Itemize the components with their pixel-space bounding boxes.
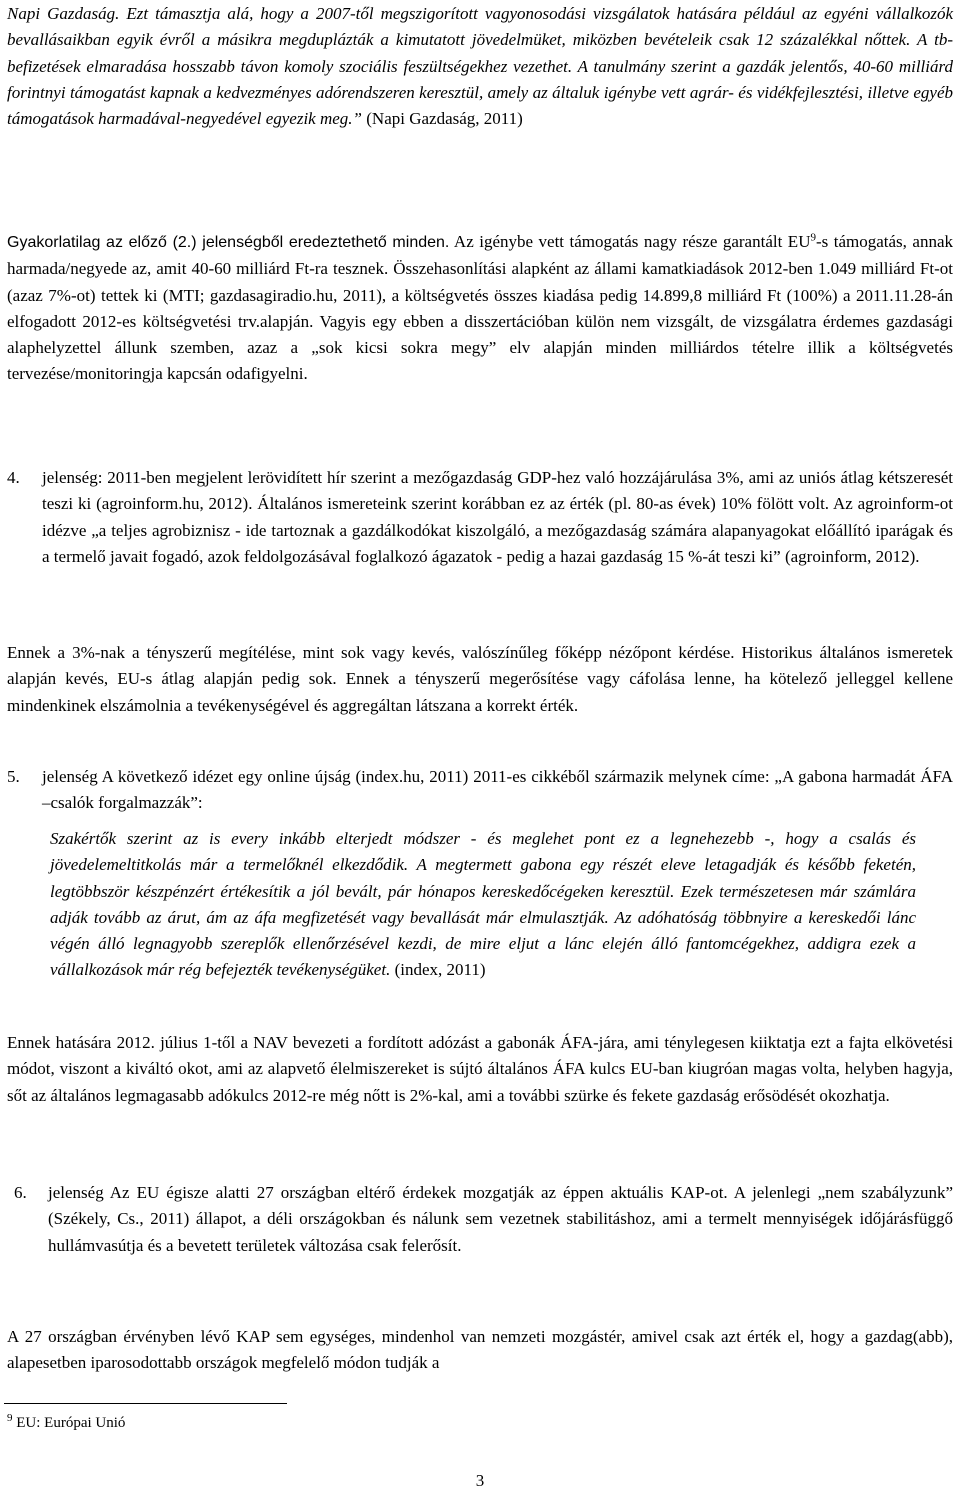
footnote — [7, 1412, 125, 1434]
quote-block — [50, 826, 916, 984]
text-before-footnote: Az igénybe vett támogatás nagy része garantált EU — [449, 232, 811, 251]
item-6-text: jelenség Az EU égisze alatti 27 országban eltérő érdekek mozgatják az éppen aktuális KAP-ot. A jelenlegi „nem szabályzunk” (Székely, Cs., 2011) állapot, a déli országokban és nálunk sem vezetnek stabilitáshoz, ami a termelt mennyiségek időjárásfüggő hullámvasútja és a bevetett területek változása csak felerősít. — [48, 1183, 953, 1255]
footnote-number: 9 — [7, 1412, 13, 1424]
intro-citation: (Napi Gazdaság, 2011) — [362, 109, 523, 129]
footnote-ref-9: 9 — [810, 231, 816, 244]
quote-citation: (index, 2011) — [390, 960, 486, 980]
item-6-number: 6. — [14, 1183, 27, 1202]
paragraph-nav: Ennek hatására 2012. július 1-től a NAV bevezeti a fordított adózást a gabonák ÁFA-jára, ami ténylegesen kiiktatja ezt a fajta elkövetési módot, viszont a kiváltó okot, ami az alapvető élelmiszereket is sújtó általános ÁFA kulcs EU-ban kiugróan magas volta, helyben hagyja, sőt az általános legmagasabb adókulcs 2012-re még nőtt is 2%-kal, ami a további szürke és fekete gazdaság erősödését okozhatja. — [7, 1033, 953, 1105]
page-number: 3 — [475, 1471, 485, 1490]
item-5-text: jelenség A következő idézet egy online újság (index.hu, 2011) 2011-es cikkéből származik melynek címe: „A gabona harmadát ÁFA –csalók forgalmazzák”: — [42, 767, 953, 813]
item-4-text: jelenség: 2011-ben megjelent lerövidített hír szerint a mezőgazdaság GDP-hez való hozzájárulása 3%, ami az uniós átlag kétszeresét teszi ki (agroinform.hu, 2012). Általános ismereteink szerint korábban ez az érték (pl. 80-as évek) 10% fölött volt. Az agroinform-ot idézve „a teljes agrobiznisz - ide tartoznak a gazdálkodókat kiszolgáló, a mezőgazdaság számára alapanyagokat előállító iparágak és a termelő javait fogadó, azok feldolgozásával foglalkozó ágazatok - pedig a hazai gazdaság 15 %-át teszi ki” (agroinform, 2012). — [42, 468, 953, 566]
footnote-separator — [4, 1403, 287, 1404]
item-5-number: 5. — [7, 767, 20, 786]
intro-italic-text: Napi Gazdaság. Ezt támasztja alá, hogy a 2007-től megszigorított vagyonosodási vizsgálatok hatására például az egyéni vállalkozók bevallásaikban egyik évről a másikra megduplázták a kimutatott jövedelmüket, miközben bevételeik csak 12 százalékkal nőttek. A tb-befizetések elmaradása hosszabb távon komoly szociális feszültségekhez vezethet. A tanulmány szerint a gazdák jelentős, 40-60 milliárd forintnyi támogatást kapnak a kedvezményes adórendszeren keresztül, amely az általuk igénybe vett agrár- és vidékfejlesztési, illetve egyéb támogatások harmadával-negyedével egyezik meg.” — [7, 4, 953, 129]
item-4-number: 4. — [7, 468, 20, 487]
quote-italic-text: Szakértők szerint az is every inkább elterjedt módszer - és meglehet pont ez a legnehezebb -, hogy a csalás és jövedelemeltitkolás már a termelőknél elkezdődik. A megtermett gabona egy részét eleve letagadják és később feketén, legtöbbször készpénzért értékesítik a jól bevált, pár hónapos kereskedőcégeken keresztül. Ezek természetesen már számlára adják tovább az árut, ám az áfa megfizetését vagy bevallását már elmulasztják. Az adóhatóság többnyire a kereskedői lánc végén álló legnagyobb szereplők ellenőrzésével kezdi, de mire eljut a lánc elején álló fantomcégekhez, addigra ezek a vállalkozások már rég befejezték tevékenységüket. — [50, 829, 916, 980]
paragraph-kap: A 27 országban érvényben lévő KAP sem egységes, mindenhol van nemzeti mozgástér, amivel csak azt érték el, hogy a gazdag(abb), alapesetben iparosodottabb országok megfelelő módon tudják a — [7, 1327, 953, 1373]
paragraph-3-percent: Ennek a 3%-nak a tényszerű megítélése, mint sok vagy kevés, valószínűleg főképp nézőpont kérdése. Historikus általános ismeretek alapján kevés, EU-s átlag alapján pedig sok. Ennek a tényszerű megerősítése vagy cáfolása lenne, ha kötelező jelleggel kellene mindenkinek elszámolnia a tevékenységével és aggregáltan látszana a korrekt érték. — [7, 643, 953, 715]
text-after-footnote: -s támogatás, annak harmada/negyede az, amit 40-60 milliárd Ft-ra tesznek. Összehasonlítási alapként az állami kamatkiadások 2012-ben 1.049 milliárd Ft-ot (azaz 7%-ot) tettek ki (MTI; gazdasagiradio.hu, 2011), a költségvetés összes kiadása pedig 14.899,8 milliárd Ft (100%) a 2011.11.28-án elfogadott 2012-es költségvetési trv.alapján. Vagyis egy ebben a disszertációban külön nem vizsgált, de vizsgálatra érdemes gazdasági alaphelyzettel állunk szemben, azaz a „sok kicsi sokra megy” elv alapján minden milliárdos tételre illik a költségvetés tervezése/monitoringja kapcsán odafigyelni. — [7, 232, 954, 384]
footnote-text: EU: Európai Unió — [12, 1415, 126, 1431]
lead-sentence: Gyakorlatilag az előző (2.) jelenségből eredeztethető minden. — [7, 234, 450, 251]
intro-paragraph — [7, 1, 953, 132]
paragraph-gyakorlatilag — [7, 229, 953, 388]
